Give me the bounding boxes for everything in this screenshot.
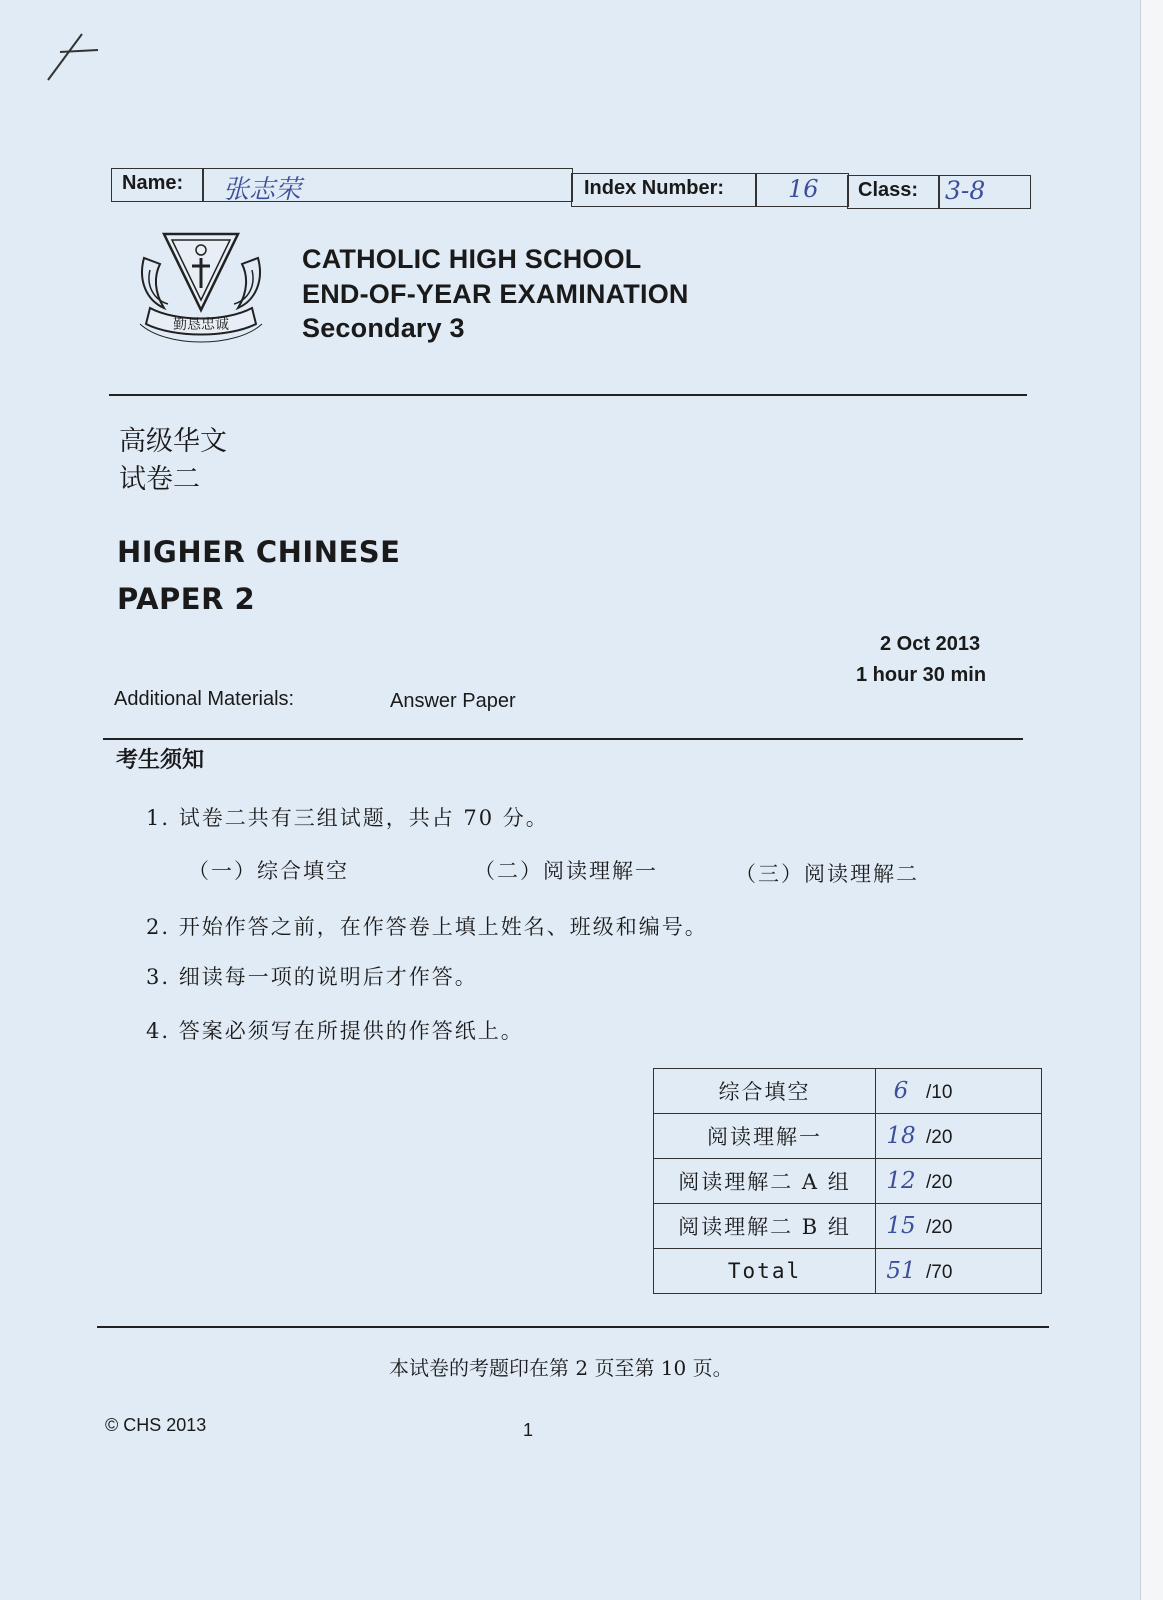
score-max: /70	[926, 1262, 953, 1283]
instructions-title: 考生须知	[116, 747, 205, 773]
class-label: Class:	[858, 179, 919, 201]
class-label-cell	[847, 175, 940, 209]
score-table	[653, 1068, 1042, 1294]
instruction-1: 1. 试卷二共有三组试题，共占 70 分。	[146, 806, 549, 830]
school-name: CATHOLIC HIGH SCHOOL	[302, 244, 642, 274]
score-mark: 6	[893, 1078, 909, 1104]
exam-name: END-OF-YEAR EXAMINATION	[302, 279, 689, 309]
score-section: Total	[654, 1249, 876, 1294]
score-section: 阅读理解一	[654, 1114, 876, 1159]
instruction-2: 2. 开始作答之前，在作答卷上填上姓名、班级和编号。	[146, 915, 708, 939]
score-mark: 12	[886, 1168, 916, 1194]
index-field[interactable]	[755, 173, 849, 207]
corner-mark	[40, 30, 110, 89]
level: Secondary 3	[302, 313, 465, 343]
paper-edge	[1140, 0, 1163, 1600]
score-mark: 15	[886, 1213, 916, 1239]
subject-en-title: HIGHER CHINESE	[117, 535, 401, 569]
page-number: 1	[523, 1420, 534, 1440]
school-crest-logo	[136, 230, 266, 355]
crest-motto: 勤恳忠诚	[173, 317, 229, 333]
corner-mark-icon	[40, 30, 110, 85]
score-row	[654, 1249, 1042, 1294]
divider-top	[109, 394, 1027, 396]
score-section: 阅读理解二 A 组	[654, 1159, 876, 1204]
class-value: 3-8	[945, 176, 986, 205]
subject-en-paper: PAPER 2	[117, 582, 256, 616]
section-2: （二）阅读理解一	[474, 859, 658, 883]
crest-icon	[136, 230, 266, 350]
instruction-4: 4. 答案必须写在所提供的作答纸上。	[146, 1019, 524, 1043]
score-max: /10	[926, 1082, 953, 1103]
materials-value: Answer Paper	[390, 690, 516, 712]
subject-cn-paper: 试卷二	[119, 464, 200, 495]
instruction-3: 3. 细读每一项的说明后才作答。	[146, 965, 478, 989]
score-mark: 18	[886, 1123, 916, 1149]
name-field[interactable]	[202, 168, 573, 205]
score-cell[interactable]	[876, 1249, 1042, 1294]
section-1: （一）综合填空	[188, 859, 349, 883]
exam-date: 2 Oct 2013	[880, 633, 981, 655]
score-row	[654, 1204, 1042, 1249]
score-max: /20	[926, 1172, 953, 1193]
score-row	[654, 1114, 1042, 1159]
name-label: Name:	[122, 172, 184, 194]
score-cell[interactable]	[876, 1159, 1042, 1204]
footer-note: 本试卷的考题印在第 2 页至第 10 页。	[389, 1356, 733, 1380]
divider-middle	[103, 738, 1023, 740]
subject-cn-title: 高级华文	[119, 426, 227, 457]
index-label: Index Number:	[584, 177, 725, 199]
score-section: 综合填空	[654, 1069, 876, 1114]
score-max: /20	[926, 1127, 953, 1148]
score-cell[interactable]	[876, 1204, 1042, 1249]
score-cell[interactable]	[876, 1114, 1042, 1159]
score-section: 阅读理解二 B 组	[654, 1204, 876, 1249]
copyright: © CHS 2013	[105, 1415, 207, 1435]
score-max: /20	[926, 1217, 953, 1238]
section-3: （三）阅读理解二	[735, 862, 919, 886]
index-value: 16	[788, 175, 819, 203]
exam-duration: 1 hour 30 min	[856, 664, 987, 686]
index-label-cell	[571, 173, 757, 207]
class-field[interactable]	[938, 175, 1031, 209]
score-row	[654, 1069, 1042, 1114]
score-cell[interactable]	[876, 1069, 1042, 1114]
score-mark: 51	[886, 1258, 916, 1284]
name-label-cell	[111, 168, 204, 202]
materials-label: Additional Materials:	[114, 688, 295, 710]
divider-bottom	[97, 1326, 1049, 1328]
name-value: 张志荣	[223, 175, 302, 205]
score-row	[654, 1159, 1042, 1204]
